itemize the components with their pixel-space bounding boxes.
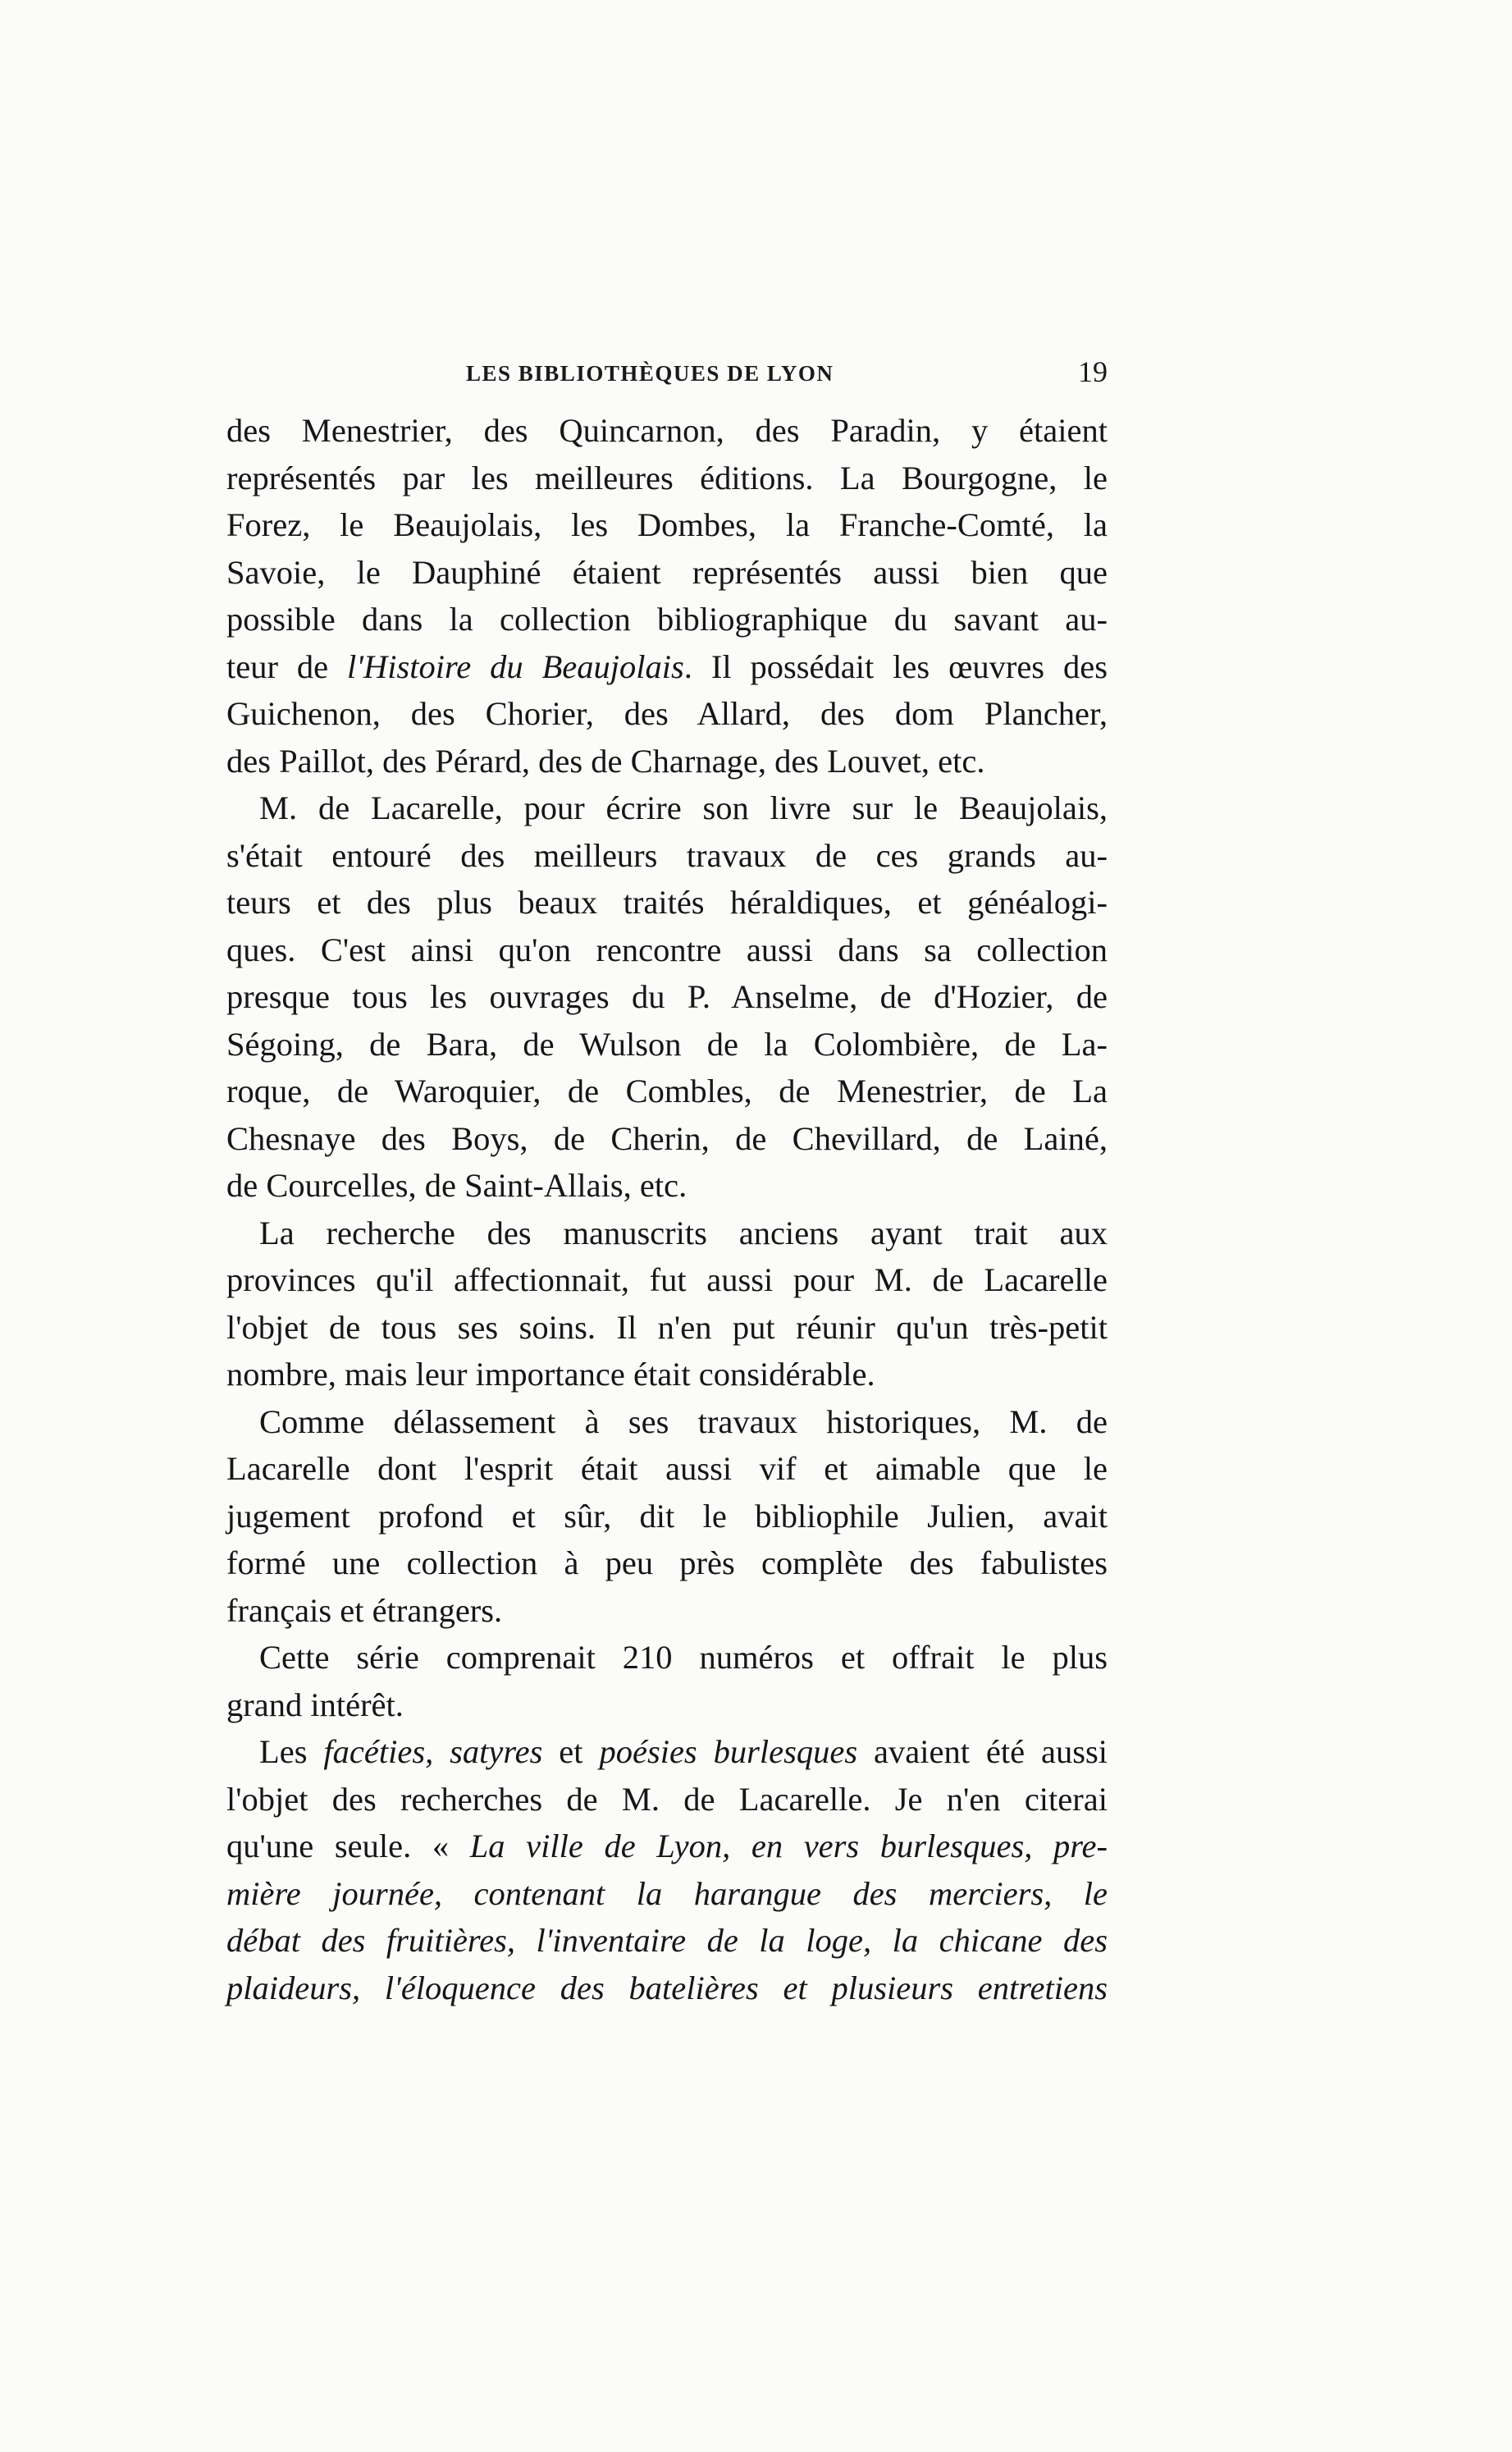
text-run: nombre, mais leur importance était considérable. bbox=[226, 1356, 875, 1393]
text-run: provinces qu'il affectionnait, fut aussi pour M. de Lacarelle bbox=[226, 1261, 1108, 1298]
text-line bbox=[226, 1351, 1108, 1398]
text-line bbox=[226, 1917, 1108, 1965]
text-run: presque tous les ouvrages du P. Anselme, de d'Hozier, de bbox=[226, 978, 1108, 1015]
text-line bbox=[226, 1539, 1108, 1587]
text-run: et bbox=[542, 1733, 600, 1770]
text-run: formé une collection à peu près complète des fabulistes bbox=[226, 1544, 1108, 1581]
text-run: Cette série comprenait 210 numéros et offrait le plus bbox=[259, 1639, 1108, 1676]
text-line bbox=[226, 973, 1108, 1021]
text-line bbox=[226, 1304, 1108, 1352]
italic-text-run: facéties, satyres bbox=[323, 1733, 543, 1770]
page-number: 19 bbox=[1078, 355, 1108, 388]
text-run: teurs et des plus beaux traités héraldiques, et généalogi- bbox=[226, 884, 1108, 921]
italic-text-run: La ville de Lyon, en vers burlesques, pre- bbox=[469, 1828, 1108, 1864]
text-line bbox=[226, 1162, 1108, 1210]
text-run: des Paillot, des Pérard, des de Charnage, des Louvet, etc. bbox=[226, 742, 985, 780]
text-line bbox=[226, 455, 1108, 502]
text-run: de Courcelles, de Saint-Allais, etc. bbox=[226, 1167, 687, 1204]
text-line bbox=[226, 1210, 1108, 1257]
text-line bbox=[226, 1587, 1108, 1635]
text-run: roque, de Waroquier, de Combles, de Menestrier, de La bbox=[226, 1073, 1108, 1109]
running-title: LES BIBLIOTHÈQUES DE LYON bbox=[466, 361, 834, 386]
text-line bbox=[226, 832, 1108, 880]
text-line bbox=[226, 1256, 1108, 1304]
italic-text-run: plaideurs, l'éloquence des batelières et plusieurs entretiens bbox=[226, 1969, 1108, 2006]
text-line bbox=[226, 1021, 1108, 1068]
text-run: l'objet des recherches de M. de Lacarelle. Je n'en citerai bbox=[226, 1780, 1108, 1818]
text-run: avaient été aussi bbox=[857, 1733, 1108, 1770]
text-run: représentés par les meilleures éditions. La Bourgogne, le bbox=[226, 459, 1108, 496]
text-run: jugement profond et sûr, dit le bibliophile Julien, avait bbox=[226, 1497, 1108, 1535]
text-line bbox=[226, 879, 1108, 926]
text-run: ques. C'est ainsi qu'on rencontre aussi dans sa collection bbox=[226, 931, 1108, 968]
text-run: l'objet de tous ses soins. Il n'en put réunir qu'un très-petit bbox=[226, 1308, 1108, 1346]
text-line bbox=[226, 1493, 1108, 1540]
text-run: français et étrangers. bbox=[226, 1591, 503, 1629]
text-line bbox=[226, 1681, 1108, 1729]
text-line bbox=[226, 501, 1108, 549]
text-line bbox=[226, 1776, 1108, 1823]
italic-text-run: poésies burlesques bbox=[599, 1733, 858, 1770]
text-run: possible dans la collection bibliographique du savant au- bbox=[226, 601, 1108, 638]
italic-text-run: débat des fruitières, l'inventaire de la loge, la chicane des bbox=[226, 1922, 1108, 1959]
text-line bbox=[226, 1068, 1108, 1115]
text-line bbox=[226, 738, 1108, 785]
text-run: Savoie, le Dauphiné étaient représentés aussi bien que bbox=[226, 553, 1108, 591]
text-line bbox=[226, 1728, 1108, 1776]
text-line bbox=[226, 1634, 1108, 1681]
text-run: Chesnaye des Boys, de Cherin, de Chevillard, de Lainé, bbox=[226, 1119, 1108, 1157]
text-line bbox=[226, 1823, 1108, 1870]
text-line bbox=[226, 1870, 1108, 1918]
text-run: Guichenon, des Chorier, des Allard, des dom Plancher, bbox=[226, 695, 1108, 732]
text-run: La recherche des manuscrits anciens ayant trait aux bbox=[259, 1214, 1108, 1251]
text-run: Forez, le Beaujolais, les Dombes, la Franche-Comté, la bbox=[226, 506, 1108, 543]
text-line bbox=[226, 1965, 1108, 2012]
text-run: . Il possédait les œuvres des bbox=[683, 647, 1108, 685]
italic-text-run: l'Histoire du Beaujolais bbox=[347, 647, 684, 685]
text-line bbox=[226, 549, 1108, 597]
body-text bbox=[226, 407, 1108, 2011]
text-line bbox=[226, 926, 1108, 974]
text-run: Comme délassement à ses travaux historiques, M. de bbox=[259, 1402, 1108, 1440]
text-run: grand intérêt. bbox=[226, 1686, 404, 1723]
text-run: s'était entouré des meilleurs travaux de ces grands au- bbox=[226, 836, 1108, 874]
text-line bbox=[226, 690, 1108, 738]
text-run: qu'une seule. « bbox=[226, 1828, 470, 1864]
text-line bbox=[226, 407, 1108, 455]
text-run: Ségoing, de Bara, de Wulson de la Colombière, de La- bbox=[226, 1025, 1108, 1063]
italic-text-run: mière journée, contenant la harangue des merciers, le bbox=[226, 1874, 1108, 1912]
text-run: M. de Lacarelle, pour écrire son livre sur le Beaujolais, bbox=[259, 789, 1108, 826]
text-line bbox=[226, 1398, 1108, 1446]
text-line bbox=[226, 785, 1108, 832]
text-line bbox=[226, 596, 1108, 643]
text-line bbox=[226, 643, 1108, 691]
text-run: des Menestrier, des Quincarnon, des Paradin, y étaient bbox=[226, 412, 1108, 449]
text-run: teur de bbox=[226, 647, 348, 685]
text-line bbox=[226, 1445, 1108, 1493]
page-header bbox=[226, 353, 1108, 402]
text-run: Les bbox=[259, 1733, 324, 1770]
text-line bbox=[226, 1115, 1108, 1163]
text-run: Lacarelle dont l'esprit était aussi vif et aimable que le bbox=[226, 1450, 1108, 1487]
